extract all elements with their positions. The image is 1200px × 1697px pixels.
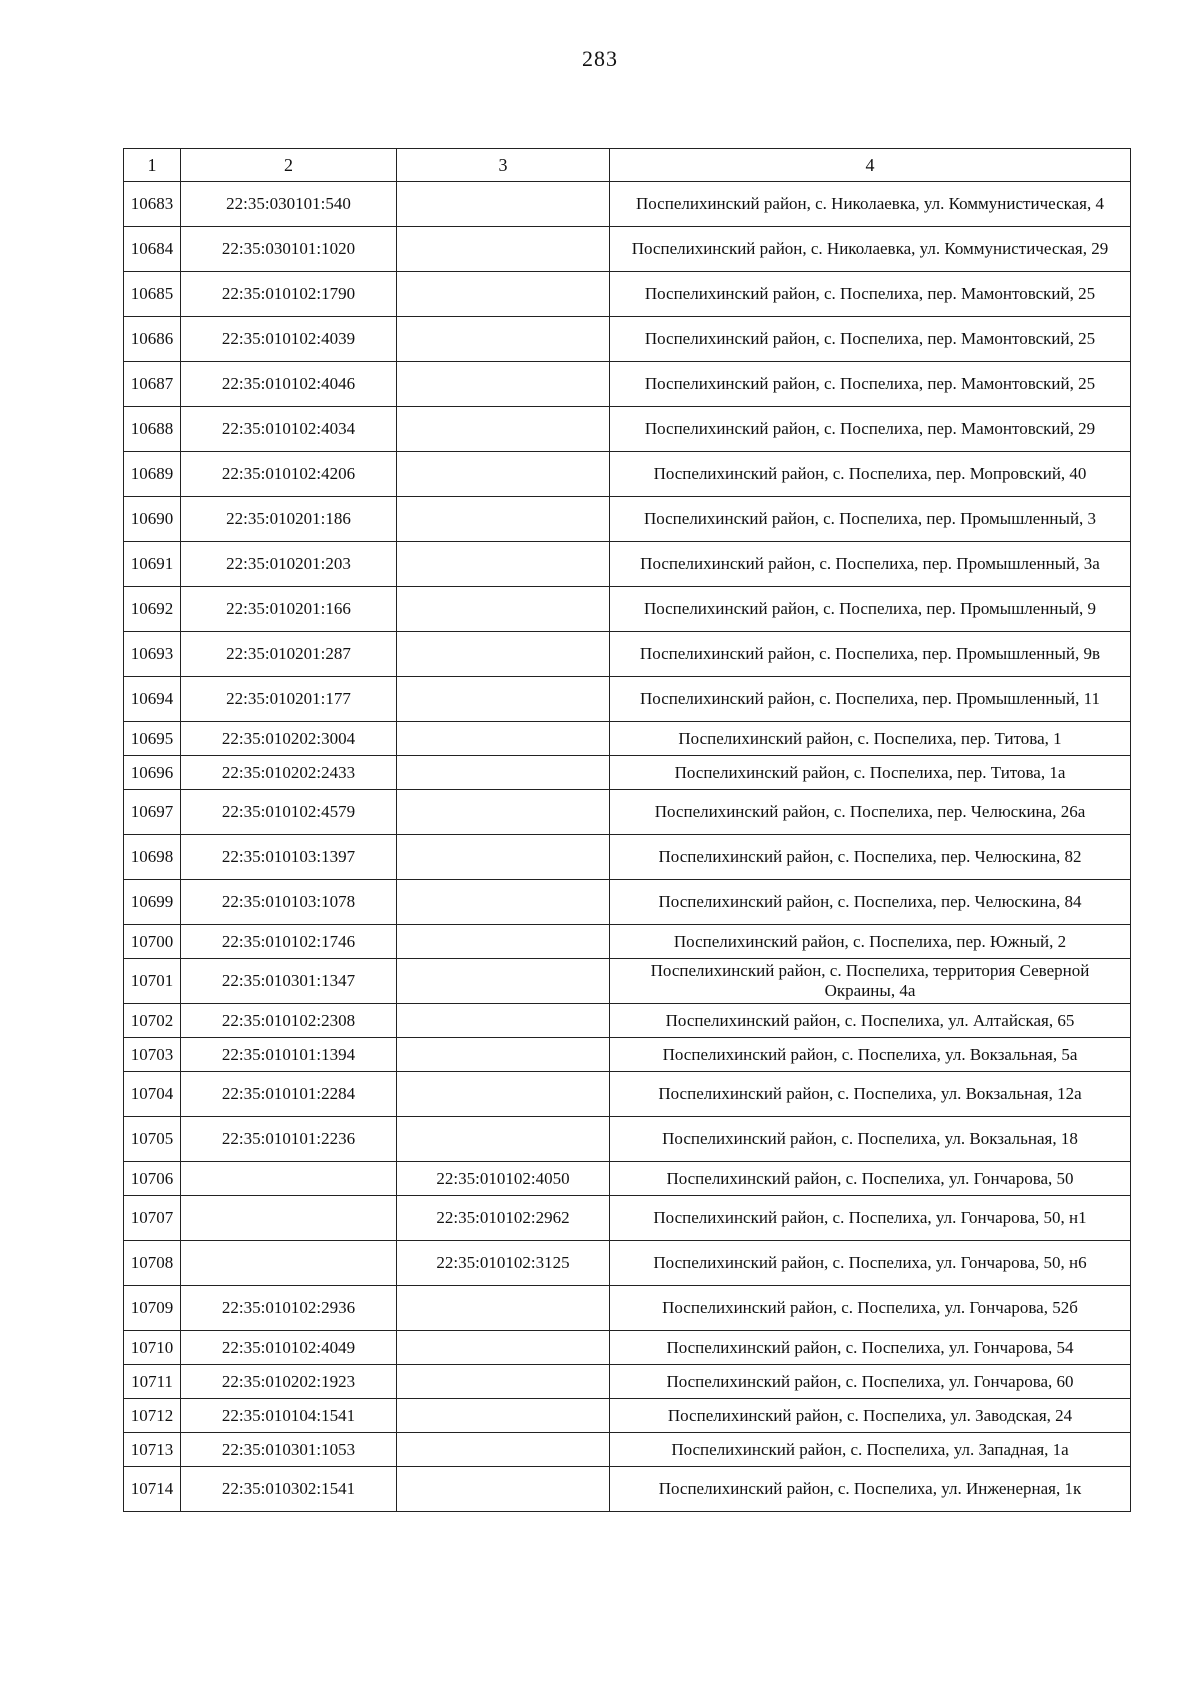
cell-number: 10688 [124, 407, 181, 452]
table-row [124, 407, 1131, 452]
cell-cadastral-number: 22:35:010301:1347 [181, 959, 397, 1004]
cell-address: Поспелихинский район, с. Поспелиха, ул. Вокзальная, 12а [610, 1072, 1131, 1117]
table-row [124, 790, 1131, 835]
table-row [124, 227, 1131, 272]
cell-cadastral-number: 22:35:010202:1923 [181, 1365, 397, 1399]
cell-number: 10708 [124, 1241, 181, 1286]
cell-cadastral-number: 22:35:010201:287 [181, 632, 397, 677]
cell-address: Поспелихинский район, с. Поспелиха, пер. Мопровский, 40 [610, 452, 1131, 497]
cell-number: 10693 [124, 632, 181, 677]
cell-address: Поспелихинский район, с. Поспелиха, ул. Заводская, 24 [610, 1399, 1131, 1433]
cell-cadastral-number-alt [397, 542, 610, 587]
cell-cadastral-number: 22:35:010102:4049 [181, 1331, 397, 1365]
cell-number: 10705 [124, 1117, 181, 1162]
cell-address: Поспелихинский район, с. Поспелиха, пер. Челюскина, 84 [610, 880, 1131, 925]
table-row [124, 1038, 1131, 1072]
cell-cadastral-number-alt [397, 272, 610, 317]
cell-cadastral-number: 22:35:010104:1541 [181, 1399, 397, 1433]
cell-address: Поспелихинский район, с. Поспелиха, ул. Вокзальная, 18 [610, 1117, 1131, 1162]
table-header-row [124, 149, 1131, 182]
cell-address: Поспелихинский район, с. Поспелиха, пер. Промышленный, 9в [610, 632, 1131, 677]
table-row [124, 1399, 1131, 1433]
cell-address: Поспелихинский район, с. Поспелиха, пер. Мамонтовский, 25 [610, 272, 1131, 317]
cell-address: Поспелихинский район, с. Поспелиха, ул. Вокзальная, 5а [610, 1038, 1131, 1072]
table-row [124, 1433, 1131, 1467]
cell-cadastral-number: 22:35:010101:1394 [181, 1038, 397, 1072]
cell-cadastral-number: 22:35:030101:1020 [181, 227, 397, 272]
cell-cadastral-number: 22:35:030101:540 [181, 182, 397, 227]
table-row [124, 362, 1131, 407]
cell-cadastral-number-alt [397, 227, 610, 272]
cell-number: 10696 [124, 756, 181, 790]
cell-cadastral-number-alt [397, 835, 610, 880]
cell-cadastral-number: 22:35:010201:177 [181, 677, 397, 722]
cell-number: 10711 [124, 1365, 181, 1399]
cell-number: 10714 [124, 1467, 181, 1512]
cell-cadastral-number [181, 1241, 397, 1286]
cell-address: Поспелихинский район, с. Поспелиха, пер. Промышленный, 9 [610, 587, 1131, 632]
cell-number: 10698 [124, 835, 181, 880]
table-row [124, 1286, 1131, 1331]
cell-cadastral-number-alt [397, 182, 610, 227]
cell-number: 10710 [124, 1331, 181, 1365]
table-row [124, 497, 1131, 542]
table-row [124, 1196, 1131, 1241]
cell-number: 10695 [124, 722, 181, 756]
header-col-4: 4 [610, 149, 1131, 182]
cell-cadastral-number: 22:35:010102:1790 [181, 272, 397, 317]
cell-number: 10712 [124, 1399, 181, 1433]
cell-cadastral-number [181, 1196, 397, 1241]
cell-cadastral-number: 22:35:010102:4206 [181, 452, 397, 497]
table-row [124, 632, 1131, 677]
cell-address: Поспелихинский район, с. Поспелиха, ул. Алтайская, 65 [610, 1004, 1131, 1038]
table-row [124, 756, 1131, 790]
cell-cadastral-number: 22:35:010201:166 [181, 587, 397, 632]
cell-cadastral-number-alt: 22:35:010102:3125 [397, 1241, 610, 1286]
cell-address: Поспелихинский район, с. Поспелиха, пер. Титова, 1 [610, 722, 1131, 756]
cell-number: 10702 [124, 1004, 181, 1038]
cell-address: Поспелихинский район, с. Поспелиха, пер. Промышленный, 11 [610, 677, 1131, 722]
cell-number: 10703 [124, 1038, 181, 1072]
cell-cadastral-number-alt [397, 677, 610, 722]
cell-cadastral-number: 22:35:010202:2433 [181, 756, 397, 790]
cell-cadastral-number: 22:35:010102:4039 [181, 317, 397, 362]
cell-cadastral-number-alt [397, 587, 610, 632]
cell-address: Поспелихинский район, с. Поспелиха, территория Северной Окраины, 4а [610, 959, 1131, 1004]
cell-number: 10687 [124, 362, 181, 407]
cell-address: Поспелихинский район, с. Поспелиха, пер. Челюскина, 26а [610, 790, 1131, 835]
table-row [124, 677, 1131, 722]
cell-number: 10683 [124, 182, 181, 227]
cell-number: 10691 [124, 542, 181, 587]
cell-cadastral-number-alt [397, 1433, 610, 1467]
table-row [124, 182, 1131, 227]
table-row [124, 1365, 1131, 1399]
registry-table [123, 148, 1131, 1512]
cell-number: 10701 [124, 959, 181, 1004]
table-row [124, 272, 1131, 317]
table-row [124, 452, 1131, 497]
cell-number: 10689 [124, 452, 181, 497]
cell-cadastral-number-alt [397, 407, 610, 452]
table-body [124, 182, 1131, 1512]
cell-address: Поспелихинский район, с. Поспелиха, ул. Гончарова, 60 [610, 1365, 1131, 1399]
cell-cadastral-number-alt [397, 1072, 610, 1117]
table-row [124, 317, 1131, 362]
cell-number: 10692 [124, 587, 181, 632]
page-number: 283 [582, 46, 618, 71]
cell-number: 10709 [124, 1286, 181, 1331]
cell-cadastral-number [181, 1162, 397, 1196]
cell-cadastral-number-alt [397, 1286, 610, 1331]
cell-cadastral-number: 22:35:010301:1053 [181, 1433, 397, 1467]
table-row [124, 1331, 1131, 1365]
cell-number: 10694 [124, 677, 181, 722]
cell-address: Поспелихинский район, с. Поспелиха, ул. Гончарова, 50, н1 [610, 1196, 1131, 1241]
cell-address: Поспелихинский район, с. Поспелиха, ул. Западная, 1а [610, 1433, 1131, 1467]
cell-number: 10704 [124, 1072, 181, 1117]
cell-number: 10686 [124, 317, 181, 362]
cell-cadastral-number-alt [397, 632, 610, 677]
table-row [124, 1072, 1131, 1117]
cell-cadastral-number: 22:35:010202:3004 [181, 722, 397, 756]
cell-number: 10706 [124, 1162, 181, 1196]
cell-cadastral-number: 22:35:010102:4034 [181, 407, 397, 452]
cell-cadastral-number-alt [397, 362, 610, 407]
cell-cadastral-number-alt [397, 1331, 610, 1365]
cell-cadastral-number-alt [397, 880, 610, 925]
table-row [124, 925, 1131, 959]
cell-cadastral-number: 22:35:010102:4046 [181, 362, 397, 407]
cell-cadastral-number-alt [397, 959, 610, 1004]
cell-cadastral-number-alt [397, 722, 610, 756]
cell-address: Поспелихинский район, с. Поспелиха, пер. Титова, 1а [610, 756, 1131, 790]
cell-address: Поспелихинский район, с. Поспелиха, пер. Мамонтовский, 25 [610, 362, 1131, 407]
cell-cadastral-number-alt [397, 452, 610, 497]
cell-cadastral-number-alt [397, 925, 610, 959]
cell-address: Поспелихинский район, с. Поспелиха, ул. Гончарова, 50, н6 [610, 1241, 1131, 1286]
cell-cadastral-number: 22:35:010101:2284 [181, 1072, 397, 1117]
cell-address: Поспелихинский район, с. Поспелиха, пер. Мамонтовский, 25 [610, 317, 1131, 362]
cell-cadastral-number-alt [397, 1467, 610, 1512]
cell-cadastral-number-alt: 22:35:010102:2962 [397, 1196, 610, 1241]
cell-cadastral-number-alt [397, 1117, 610, 1162]
table-row [124, 542, 1131, 587]
cell-cadastral-number: 22:35:010102:2308 [181, 1004, 397, 1038]
table-row [124, 835, 1131, 880]
table-row [124, 722, 1131, 756]
cell-number: 10690 [124, 497, 181, 542]
cell-address: Поспелихинский район, с. Поспелиха, ул. Гончарова, 50 [610, 1162, 1131, 1196]
cell-address: Поспелихинский район, с. Николаевка, ул. Коммунистическая, 4 [610, 182, 1131, 227]
cell-cadastral-number-alt [397, 497, 610, 542]
cell-address: Поспелихинский район, с. Поспелиха, ул. Инженерная, 1к [610, 1467, 1131, 1512]
cell-cadastral-number-alt [397, 790, 610, 835]
table-row [124, 587, 1131, 632]
cell-address: Поспелихинский район, с. Поспелиха, пер. Мамонтовский, 29 [610, 407, 1131, 452]
cell-number: 10699 [124, 880, 181, 925]
table-row [124, 1004, 1131, 1038]
cell-cadastral-number: 22:35:010201:186 [181, 497, 397, 542]
cell-address: Поспелихинский район, с. Поспелиха, ул. Гончарова, 54 [610, 1331, 1131, 1365]
cell-cadastral-number-alt [397, 1004, 610, 1038]
table-row [124, 1162, 1131, 1196]
cell-cadastral-number: 22:35:010103:1078 [181, 880, 397, 925]
cell-cadastral-number-alt [397, 1365, 610, 1399]
cell-cadastral-number-alt: 22:35:010102:4050 [397, 1162, 610, 1196]
table-row [124, 959, 1131, 1004]
cell-cadastral-number-alt [397, 1399, 610, 1433]
header-col-2: 2 [181, 149, 397, 182]
table-row [124, 880, 1131, 925]
cell-number: 10684 [124, 227, 181, 272]
cell-cadastral-number: 22:35:010103:1397 [181, 835, 397, 880]
cell-number: 10697 [124, 790, 181, 835]
table-row [124, 1467, 1131, 1512]
header-col-1: 1 [124, 149, 181, 182]
cell-cadastral-number-alt [397, 317, 610, 362]
table-row [124, 1117, 1131, 1162]
cell-number: 10700 [124, 925, 181, 959]
cell-cadastral-number: 22:35:010102:4579 [181, 790, 397, 835]
cell-cadastral-number: 22:35:010102:2936 [181, 1286, 397, 1331]
header-col-3: 3 [397, 149, 610, 182]
cell-address: Поспелихинский район, с. Поспелиха, пер. Южный, 2 [610, 925, 1131, 959]
cell-cadastral-number: 22:35:010101:2236 [181, 1117, 397, 1162]
cell-number: 10707 [124, 1196, 181, 1241]
cell-number: 10685 [124, 272, 181, 317]
cell-address: Поспелихинский район, с. Поспелиха, пер. Челюскина, 82 [610, 835, 1131, 880]
cell-cadastral-number-alt [397, 756, 610, 790]
cell-address: Поспелихинский район, с. Поспелиха, пер. Промышленный, 3а [610, 542, 1131, 587]
cell-cadastral-number: 22:35:010102:1746 [181, 925, 397, 959]
cell-address: Поспелихинский район, с. Поспелиха, ул. Гончарова, 52б [610, 1286, 1131, 1331]
cell-address: Поспелихинский район, с. Николаевка, ул. Коммунистическая, 29 [610, 227, 1131, 272]
cell-address: Поспелихинский район, с. Поспелиха, пер. Промышленный, 3 [610, 497, 1131, 542]
cell-cadastral-number-alt [397, 1038, 610, 1072]
cell-cadastral-number: 22:35:010302:1541 [181, 1467, 397, 1512]
cell-number: 10713 [124, 1433, 181, 1467]
table-row [124, 1241, 1131, 1286]
cell-cadastral-number: 22:35:010201:203 [181, 542, 397, 587]
